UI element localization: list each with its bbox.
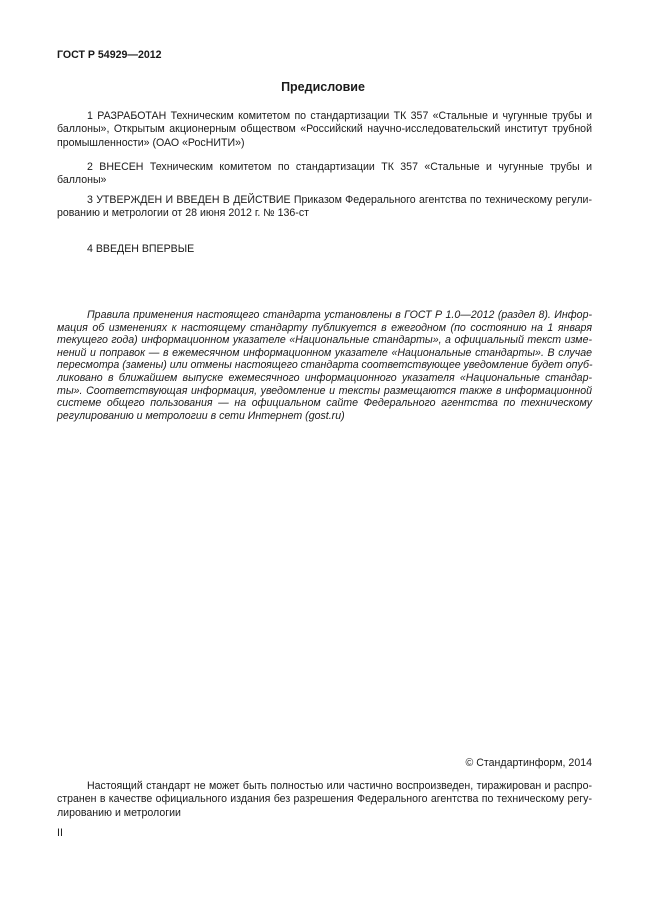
text-line: Настоящий стандарт не может быть полностью или частично воспроизведен, тиражирован и распро- bbox=[87, 780, 592, 792]
text-line: баллоны» bbox=[57, 174, 107, 187]
text-line: нений и поправок — в ежемесячном информационном указателе «Национальные стандарты». В случае bbox=[57, 346, 592, 359]
text-line: баллоны», Открытым акционерным обществом «Российский научно-исследовательский институт трубной bbox=[57, 123, 592, 136]
page-title: Предисловие bbox=[281, 80, 365, 94]
notice-paragraph bbox=[57, 309, 592, 422]
text-line: мация об изменениях к настоящему стандарту публикуется в ежегодном (по состоянию на 1 января bbox=[57, 321, 592, 334]
text-line: лированию и метрологии bbox=[57, 806, 181, 819]
document-header: ГОСТ Р 54929—2012 bbox=[57, 49, 162, 61]
text-line: системе общего пользования — на официальном сайте Федерального агентства по техническому bbox=[57, 397, 592, 410]
reproduction-notice bbox=[57, 780, 592, 820]
text-line: Правила применения настоящего стандарта установлены в ГОСТ Р 1.0—2012 (раздел 8). Инфор- bbox=[87, 309, 592, 321]
text-line: промышленности» (ОАО «РосНИТИ») bbox=[57, 136, 245, 149]
text-line: рованию и метрологии от 28 июня 2012 г. № 136-ст bbox=[57, 207, 309, 220]
text-line: 3 УТВЕРЖДЕН И ВВЕДЕН В ДЕЙСТВИЕ Приказом Федерального агентства по техническому регули- bbox=[87, 194, 592, 206]
text-line: 2 ВНЕСЕН Техническим комитетом по стандартизации ТК 357 «Стальные и чугунные трубы и bbox=[87, 161, 592, 173]
text-line: пересмотра (замены) или отмены настоящего стандарта соответствующее уведомление будет опуб- bbox=[57, 359, 593, 372]
paragraph-introduced bbox=[57, 161, 592, 188]
paragraph-first-introduced bbox=[57, 243, 592, 256]
text-line: ликовано в ближайшем выпуске ежемесячного информационного указателя «Национальные стандар- bbox=[57, 371, 592, 384]
page-number: II bbox=[57, 827, 63, 839]
text-line: ты». Соответствующая информация, уведомление и тексты размещаются также в информационной bbox=[57, 384, 592, 397]
paragraph-developed bbox=[57, 110, 592, 150]
text-line: регулированию и метрологии в сети Интернет (gost.ru) bbox=[57, 409, 345, 422]
copyright: © Стандартинформ, 2014 bbox=[465, 757, 592, 769]
text-line: 4 ВВЕДЕН ВПЕРВЫЕ bbox=[87, 243, 195, 255]
paragraph-approved bbox=[57, 194, 592, 221]
text-line: странен в качестве официального издания без разрешения Федерального агентства по техническому регу- bbox=[57, 793, 592, 806]
text-line: 1 РАЗРАБОТАН Техническим комитетом по стандартизации ТК 357 «Стальные и чугунные трубы и bbox=[87, 110, 592, 122]
text-line: текущего года) информационном указателе «Национальные стандарты», а официальный текст изме- bbox=[57, 334, 592, 347]
